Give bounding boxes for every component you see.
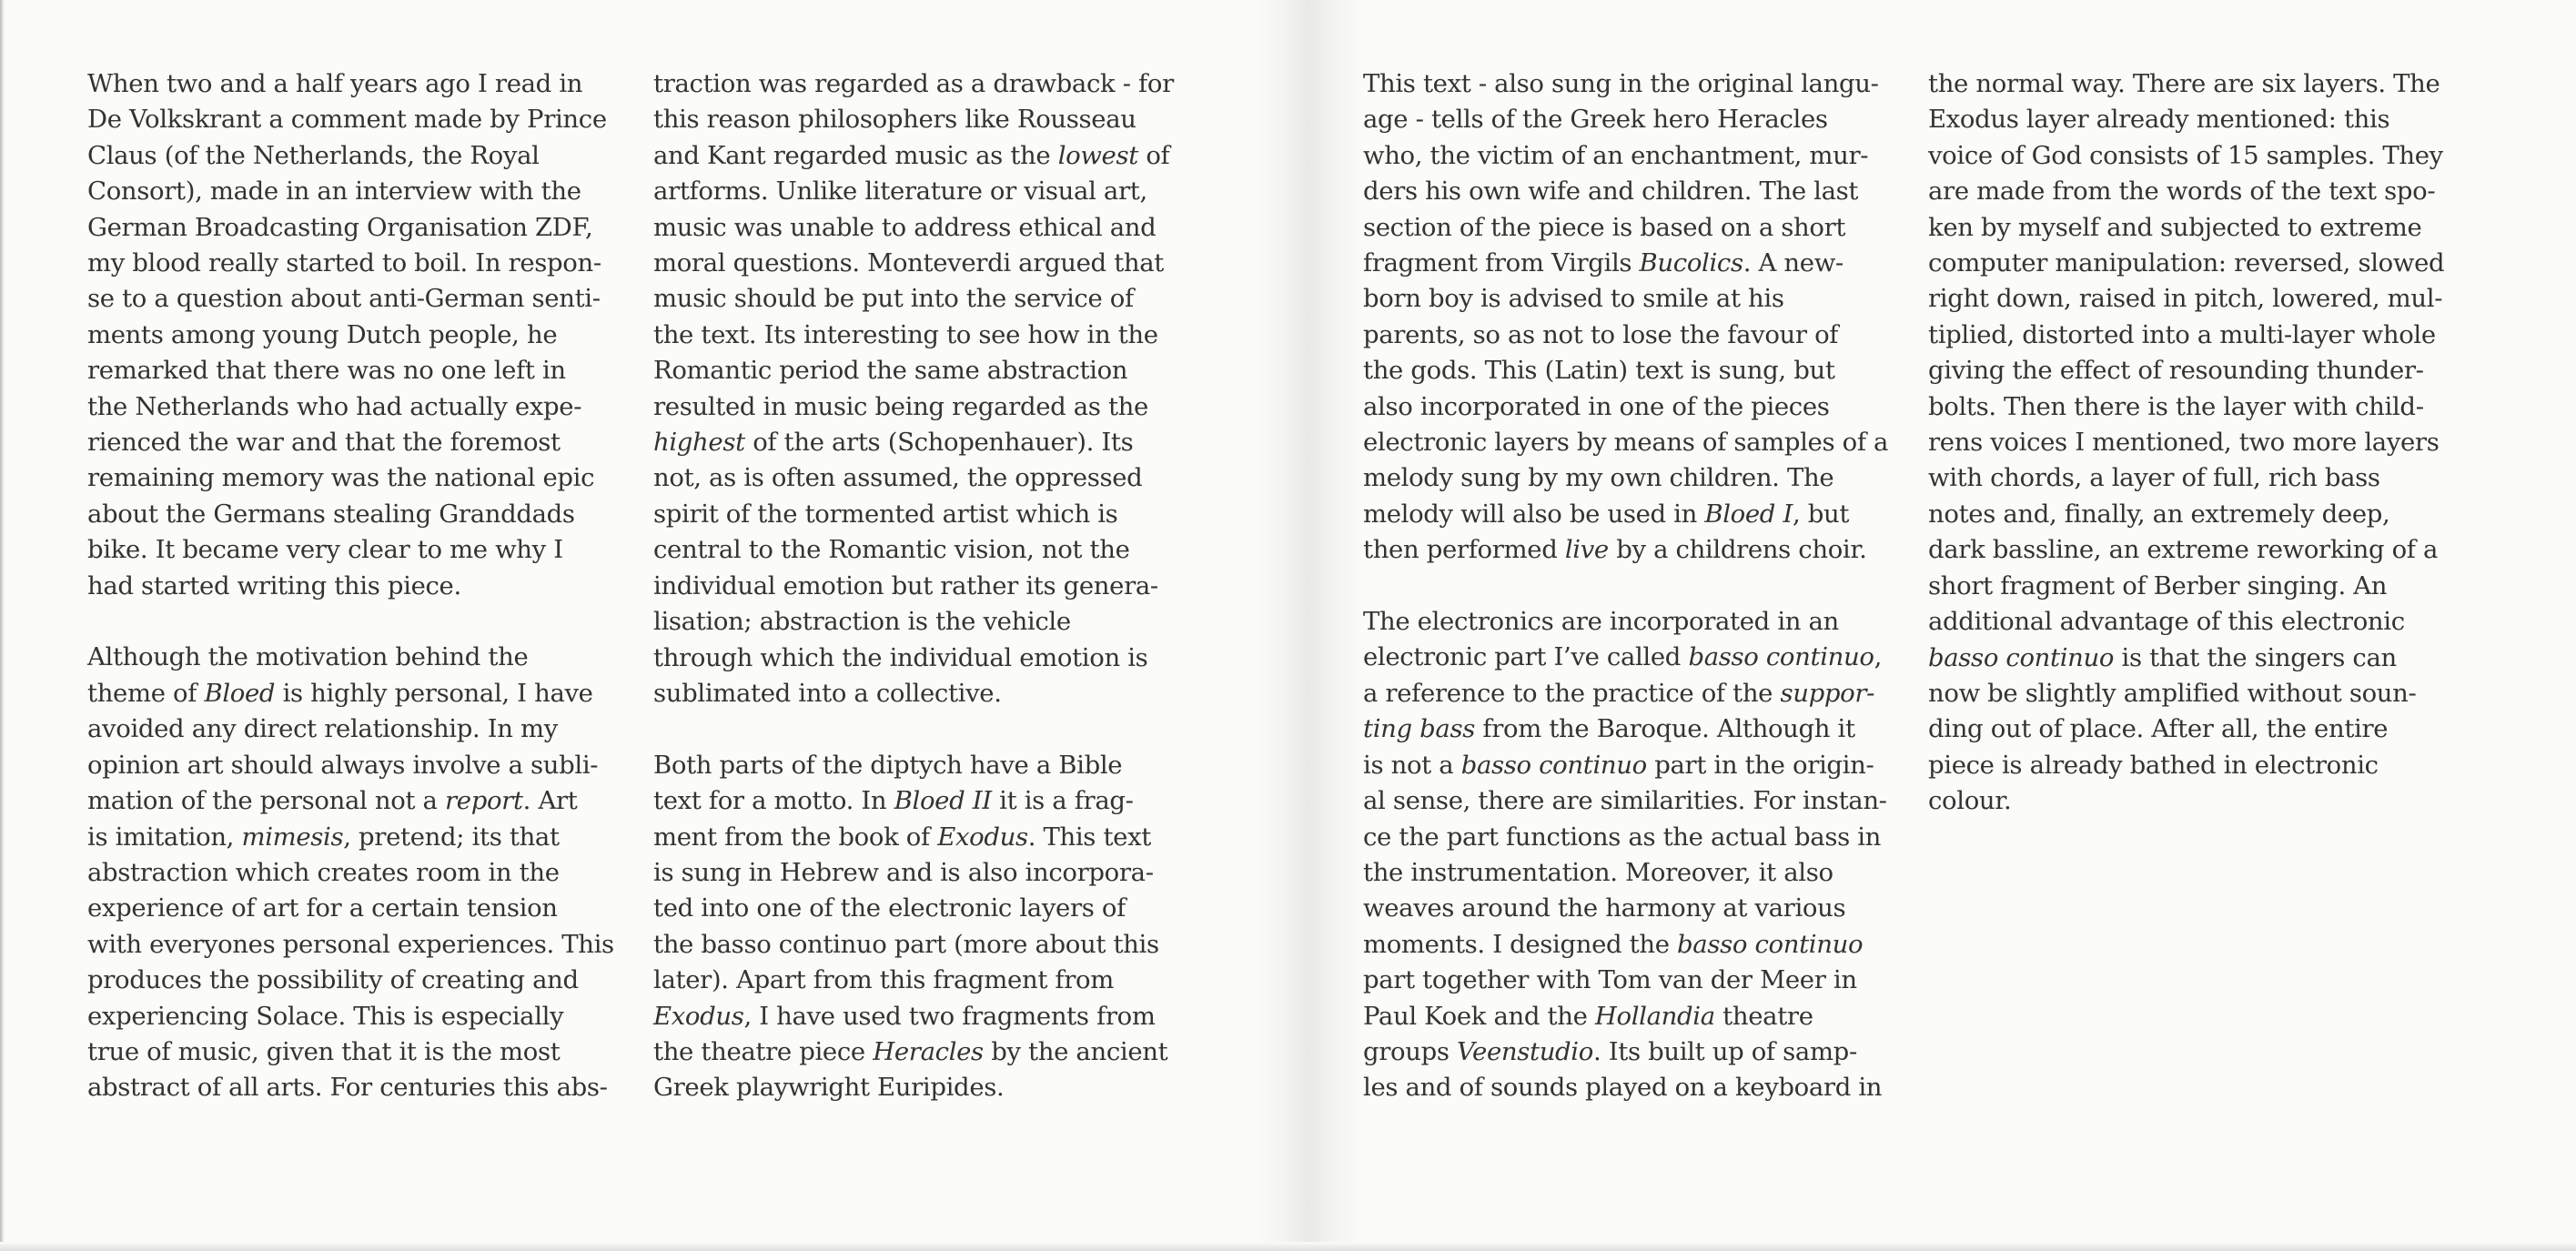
text-run: , pretend; its that abstraction which creates room in the experience of art for a certain tension with everyones personal experiences. This produces the possibility of creating and experiencing Solace. This is especially true of music, given that it is the most abstract of all arts. For centuries this abs-: [87, 822, 614, 1103]
text-run: is highly personal, I have avoided any direct relationship. In my opinion art should always involve a subli- mation of the personal not a: [87, 678, 599, 816]
body-paragraph: [653, 748, 1204, 1106]
text-run: The electronics are incorporated in an electronic part I’ve called: [1363, 607, 1839, 672]
text-run: traction was regarded as a drawback - for this reason philosophers like Rousseau and Kant regarded music as the: [653, 69, 1174, 170]
text-run: part in the origin- al sense, there are similarities. For instan- ce the part functions as the actual bass in the instrumentation. Moreover, it also weaves around the harmony at various moments. I designed the: [1363, 750, 1887, 959]
page-edge-shadow: [0, 0, 5, 1251]
bottom-edge-shadow: [0, 1242, 2576, 1251]
italic-text-run: highest: [653, 428, 745, 458]
italic-text-run: mimesis: [241, 822, 344, 852]
text-run: from the Baroque. Although it is not a: [1363, 714, 1855, 780]
text-column-4: [1928, 66, 2479, 820]
text-run: by the ancient Greek playwright Euripides.: [653, 1036, 1168, 1103]
italic-text-run: suppor- ting bass: [1363, 678, 1875, 744]
italic-text-run: basso continuo: [1928, 642, 2115, 672]
italic-text-run: Veenstudio: [1457, 1036, 1593, 1066]
italic-text-run: Exodus: [937, 822, 1028, 852]
text-run: of artforms. Unlike literature or visual art, music was unable to address ethical and moral questions. Monteverdi argued that music should be put into the service of the text. Its interesting to see how in the Romantic period the same abstraction resulted in music being regarded as the: [653, 140, 1170, 421]
body-paragraph: [1928, 66, 2479, 820]
text-run: . Its built up of samp- les and of sounds played on a keyboard in: [1363, 1036, 1883, 1103]
body-paragraph: [1363, 604, 1914, 1106]
body-paragraph: [87, 66, 638, 604]
italic-text-run: Bloed II: [894, 786, 992, 816]
text-run: of the arts (Schopenhauer). Its not, as is often assumed, the oppressed spirit of the tormented artist which is central to the Romantic vision, not the individual emotion but rather its genera- lisation; abstraction is the vehicle through which the individual emotion is sublimated into a collective.: [653, 428, 1158, 708]
italic-text-run: basso continuo: [1677, 929, 1864, 959]
text-column-1: [87, 66, 638, 1106]
italic-text-run: live: [1564, 535, 1609, 565]
text-column-3: [1363, 66, 1914, 1106]
italic-text-run: Hollandia: [1594, 1001, 1715, 1031]
text-run: When two and a half years ago I read in De Volkskrant a comment made by Prince Claus (of the Netherlands, the Royal Consort), made in an interview with the German Broadcasting Organisation ZDF, my blood really started to boil. In respon- se to a question about anti-German senti- ments among young Dutch people, he remarked that there was no one left in the Netherlands who had actually expe- rienced the war and that the foremost remaining memory was the national epic about the Germans stealing Granddads bike. It became very clear to me why I had started writing this piece.: [87, 69, 607, 600]
italic-text-run: Bloed: [204, 678, 276, 708]
text-run: . Art is imitation,: [87, 786, 578, 852]
italic-text-run: report: [444, 786, 523, 816]
italic-text-run: basso continuo: [1460, 750, 1647, 780]
italic-text-run: basso continuo: [1688, 642, 1874, 672]
text-run: the normal way. There are six layers. The Exodus layer already mentioned: this voice of God consists of 15 samples. They are made from the words of the text spo- ken by myself and subjected to extreme computer manipulation: reversed, slowed right down, raised in pitch, lowered, mul- tiplied, distorted into a multi-layer whole giving the effect of resounding thunder- bolts. Then there is the layer with child- rens voices I mentioned, two more layers with chords, a layer of full, rich bass notes and, finally, an extremely deep, dark bassline, an extreme reworking of a short fragment of Berber singing. An additional advantage of this electronic: [1928, 69, 2445, 637]
text-run: . A new- born boy is advised to smile at his parents, so as not to lose the favour of the gods. This (Latin) text is sung, but also incorporated in one of the pieces electronic layers by means of samples of a melody sung by my own children. The melody will also be used in: [1363, 248, 1889, 529]
text-run: it is a frag- ment from the book of: [653, 786, 1134, 852]
text-run: Although the motivation behind the theme of: [87, 642, 529, 708]
body-paragraph: [1363, 66, 1914, 569]
text-run: , a reference to the practice of the: [1363, 642, 1882, 708]
text-run: , but then performed: [1363, 499, 1850, 565]
text-run: . This text is sung in Hebrew and is also incorpora- ted into one of the electronic layers of the basso continuo part (more about this later). Apart from this fragment from: [653, 822, 1159, 995]
text-run: by a childrens choir.: [1608, 535, 1867, 565]
text-run: is that the singers can now be slightly amplified without soun- ding out of place. After all, the entire piece is already bathed in electronic colour.: [1928, 642, 2417, 816]
italic-text-run: lowest: [1057, 140, 1138, 170]
text-run: , I have used two fragments from the theatre piece: [653, 1001, 1156, 1066]
text-run: part together with Tom van der Meer in Paul Koek and the: [1363, 965, 1857, 1031]
italic-text-run: Bloed I: [1704, 499, 1793, 529]
text-run: This text - also sung in the original langu- age - tells of the Greek hero Heracles who, the victim of an enchantment, mur- ders his own wife and children. The last section of the piece is based on a short fragment from Virgils: [1363, 69, 1879, 278]
text-column-2: [653, 66, 1204, 1106]
body-paragraph: [87, 640, 638, 1105]
text-run: theatre groups: [1363, 1001, 1813, 1066]
text-run: Both parts of the diptych have a Bible text for a motto. In: [653, 750, 1123, 816]
italic-text-run: Bucolics: [1639, 248, 1743, 278]
italic-text-run: Heracles: [873, 1036, 984, 1066]
spine-gutter: [1254, 0, 1363, 1251]
italic-text-run: Exodus: [653, 1001, 744, 1031]
body-paragraph: [653, 66, 1204, 711]
